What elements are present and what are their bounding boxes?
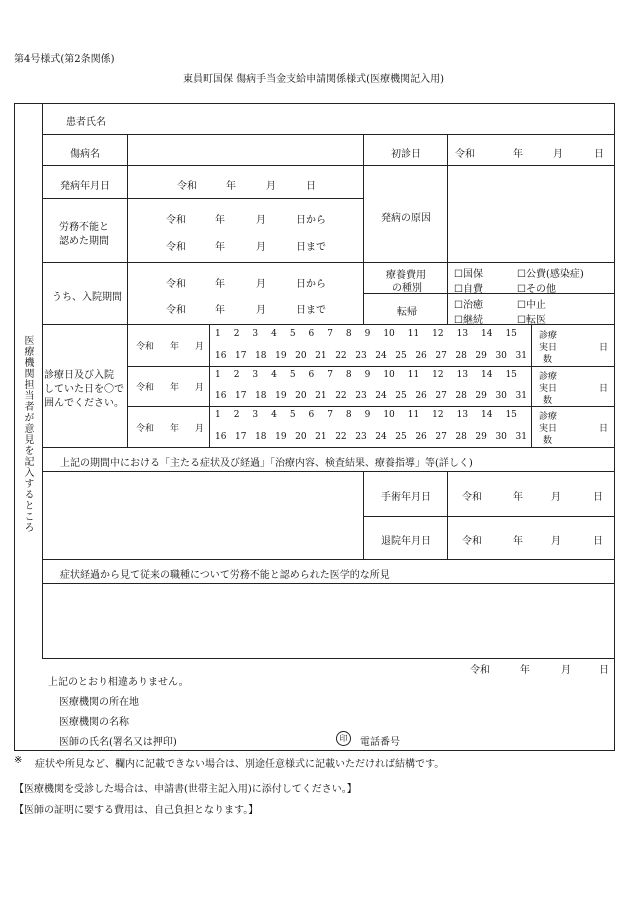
day[interactable]: 20 xyxy=(295,432,307,442)
day[interactable]: 26 xyxy=(415,351,427,361)
day[interactable]: 6 xyxy=(308,410,315,420)
disease-name-field[interactable] xyxy=(128,135,362,164)
day[interactable]: 1 xyxy=(215,329,221,339)
calendar-3-row-1[interactable] xyxy=(215,410,517,420)
cost-option-other-checkbox[interactable]: ☐その他 xyxy=(517,284,556,295)
day[interactable]: 3 xyxy=(252,329,259,339)
day[interactable]: 14 xyxy=(481,370,493,380)
day[interactable]: 3 xyxy=(252,410,259,420)
day[interactable]: 22 xyxy=(335,391,347,401)
day[interactable]: 9 xyxy=(364,370,371,380)
form-number: 第4号様式(第2条関係) xyxy=(14,54,115,65)
outcome-continuing-checkbox[interactable]: ☐継続 xyxy=(454,315,483,326)
cost-option-kokuho-checkbox[interactable]: ☐国保 xyxy=(454,269,483,280)
day[interactable]: 13 xyxy=(456,329,469,339)
day[interactable]: 7 xyxy=(327,370,333,380)
day[interactable]: 30 xyxy=(495,432,507,442)
cost-option-self-pay-checkbox[interactable]: ☐自費 xyxy=(454,284,483,295)
cost-type-label-1: 療養費用 xyxy=(386,270,426,281)
day[interactable]: 11 xyxy=(407,329,420,339)
seal-mark: 印 xyxy=(336,731,351,746)
day[interactable]: 7 xyxy=(327,329,333,339)
phone-label: 電話番号 xyxy=(360,737,400,748)
day[interactable]: 17 xyxy=(235,432,247,442)
day[interactable]: 3 xyxy=(252,370,259,380)
onset-cause-label: 発病の原因 xyxy=(381,213,431,224)
symptoms-heading: 上記の期間中における「主たる症状及び経過」「治療内容、検査結果、療養指導」等(詳しく) xyxy=(60,458,473,469)
calendar-1-row-2[interactable] xyxy=(215,351,527,361)
day[interactable]: 11 xyxy=(407,410,420,420)
patient-name-field[interactable] xyxy=(128,104,613,133)
day[interactable]: 13 xyxy=(456,410,469,420)
day[interactable]: 9 xyxy=(364,329,371,339)
day[interactable]: 29 xyxy=(475,351,487,361)
day[interactable]: 30 xyxy=(495,391,507,401)
day[interactable]: 21 xyxy=(315,351,327,361)
day[interactable]: 4 xyxy=(271,370,277,380)
disease-name-label: 傷病名 xyxy=(70,149,100,160)
day[interactable]: 20 xyxy=(295,351,307,361)
calendar-3-row-2[interactable] xyxy=(215,432,527,442)
calendar-instruction-2: していた日を〇で xyxy=(44,384,124,395)
day[interactable]: 17 xyxy=(235,391,247,401)
day[interactable]: 23 xyxy=(355,432,367,442)
day[interactable]: 27 xyxy=(435,391,447,401)
day[interactable]: 24 xyxy=(375,432,387,442)
day[interactable]: 11 xyxy=(407,370,420,380)
day[interactable]: 31 xyxy=(515,391,527,401)
day[interactable]: 2 xyxy=(233,370,240,380)
day[interactable]: 27 xyxy=(435,351,447,361)
day[interactable]: 19 xyxy=(275,351,287,361)
day[interactable]: 12 xyxy=(432,410,444,420)
day[interactable]: 12 xyxy=(432,370,444,380)
institution-address-label: 医療機関の所在地 xyxy=(59,697,139,708)
day[interactable]: 24 xyxy=(375,391,387,401)
day[interactable]: 29 xyxy=(475,391,487,401)
day[interactable]: 22 xyxy=(335,432,347,442)
onset-cause-field[interactable] xyxy=(448,166,613,261)
day[interactable]: 5 xyxy=(289,370,296,380)
day[interactable]: 15 xyxy=(505,410,517,420)
day[interactable]: 24 xyxy=(375,351,387,361)
day[interactable]: 21 xyxy=(315,432,327,442)
day[interactable]: 19 xyxy=(275,432,287,442)
patient-name-label: 患者氏名 xyxy=(66,117,106,128)
day[interactable]: 10 xyxy=(383,410,395,420)
day[interactable]: 16 xyxy=(215,351,227,361)
opinion-field[interactable] xyxy=(43,584,613,657)
day[interactable]: 1 xyxy=(215,370,221,380)
day[interactable]: 15 xyxy=(505,329,517,339)
hospitalization-label: うち、入院期間 xyxy=(52,292,122,303)
doctor-name-label: 医師の氏名(署名又は押印) xyxy=(59,737,177,748)
opinion-heading: 症状経過から見て従来の職種について労務不能と認められた医学的な所見 xyxy=(60,570,390,581)
incapacity-label-1: 労務不能と xyxy=(59,222,109,233)
day[interactable]: 10 xyxy=(383,370,395,380)
day[interactable]: 28 xyxy=(455,432,467,442)
day[interactable]: 18 xyxy=(255,351,267,361)
calendar-2-row-1[interactable] xyxy=(215,370,517,380)
day[interactable]: 22 xyxy=(335,351,347,361)
day[interactable]: 8 xyxy=(345,370,352,380)
day[interactable]: 25 xyxy=(395,391,407,401)
day[interactable]: 6 xyxy=(308,329,315,339)
day[interactable]: 16 xyxy=(215,391,227,401)
day[interactable]: 19 xyxy=(275,391,287,401)
day[interactable]: 7 xyxy=(327,410,333,420)
cost-option-public-checkbox[interactable]: ☐公費(感染症) xyxy=(517,269,584,280)
day[interactable]: 21 xyxy=(315,391,327,401)
institution-name-label: 医療機関の名称 xyxy=(59,717,129,728)
day[interactable]: 5 xyxy=(289,329,296,339)
cost-type-label-2: の種別 xyxy=(392,283,422,294)
outcome-label: 転帰 xyxy=(397,307,417,318)
calendar-1-row-1[interactable] xyxy=(215,329,517,339)
day[interactable]: 17 xyxy=(235,351,247,361)
day[interactable]: 25 xyxy=(395,351,407,361)
attestation-statement: 上記のとおり相違ありません。 xyxy=(48,677,189,688)
day[interactable]: 4 xyxy=(271,329,277,339)
day[interactable]: 1 xyxy=(215,410,221,420)
side-label: 医療機関担当者が意見を記入するところ xyxy=(22,335,33,533)
day[interactable]: 13 xyxy=(456,370,469,380)
day[interactable]: 2 xyxy=(233,329,240,339)
note-1: 症状や所見など、欄内に記載できない場合は、別途任意様式に記載いただければ結構です。 xyxy=(35,759,445,770)
onset-date-label: 発病年月日 xyxy=(60,181,110,192)
day[interactable]: 15 xyxy=(505,370,517,380)
calendar-2-row-2[interactable] xyxy=(215,391,527,401)
day[interactable]: 18 xyxy=(255,391,267,401)
surgery-date-label: 手術年月日 xyxy=(381,492,431,503)
day[interactable]: 30 xyxy=(495,351,507,361)
outcome-transfer-checkbox[interactable]: ☐転医 xyxy=(517,315,546,326)
day[interactable]: 12 xyxy=(432,329,444,339)
day[interactable]: 27 xyxy=(435,432,447,442)
outcome-cured-checkbox[interactable]: ☐治癒 xyxy=(454,300,483,311)
day[interactable]: 26 xyxy=(415,391,427,401)
day[interactable]: 16 xyxy=(215,432,227,442)
note-3: 【医師の証明に要する費用は、自己負担となります。】 xyxy=(14,805,259,816)
day[interactable]: 29 xyxy=(475,432,487,442)
incapacity-label-2: 認めた期間 xyxy=(59,236,109,247)
day[interactable]: 6 xyxy=(308,370,315,380)
day[interactable]: 23 xyxy=(355,351,367,361)
day[interactable]: 4 xyxy=(271,410,277,420)
day[interactable]: 9 xyxy=(364,410,371,420)
day[interactable]: 8 xyxy=(345,329,352,339)
day[interactable]: 18 xyxy=(255,432,267,442)
note-mark: ※ xyxy=(14,755,23,766)
day[interactable]: 31 xyxy=(515,432,527,442)
day[interactable]: 5 xyxy=(289,410,296,420)
day[interactable]: 31 xyxy=(515,351,527,361)
day[interactable]: 20 xyxy=(295,391,307,401)
day[interactable]: 25 xyxy=(395,432,407,442)
day[interactable]: 23 xyxy=(355,391,367,401)
day[interactable]: 26 xyxy=(415,432,427,442)
symptoms-field[interactable] xyxy=(43,472,362,558)
first-visit-label: 初診日 xyxy=(391,149,421,160)
discharge-date-label: 退院年月日 xyxy=(381,536,431,547)
calendar-instruction-1: 診療日及び入院 xyxy=(44,370,114,381)
day[interactable]: 14 xyxy=(481,410,493,420)
note-2: 【医療機関を受診した場合は、申請書(世帯主記入用)に添付してください。】 xyxy=(14,784,357,795)
day[interactable]: 28 xyxy=(455,351,467,361)
day[interactable]: 28 xyxy=(455,391,467,401)
outcome-stopped-checkbox[interactable]: ☐中止 xyxy=(517,300,546,311)
day[interactable]: 2 xyxy=(233,410,240,420)
calendar-instruction-3: 囲んでください。 xyxy=(44,398,124,409)
day[interactable]: 14 xyxy=(481,329,493,339)
page-title: 東員町国保 傷病手当金支給申請関係様式(医療機関記入用) xyxy=(183,74,444,85)
day[interactable]: 8 xyxy=(345,410,352,420)
day[interactable]: 10 xyxy=(383,329,395,339)
